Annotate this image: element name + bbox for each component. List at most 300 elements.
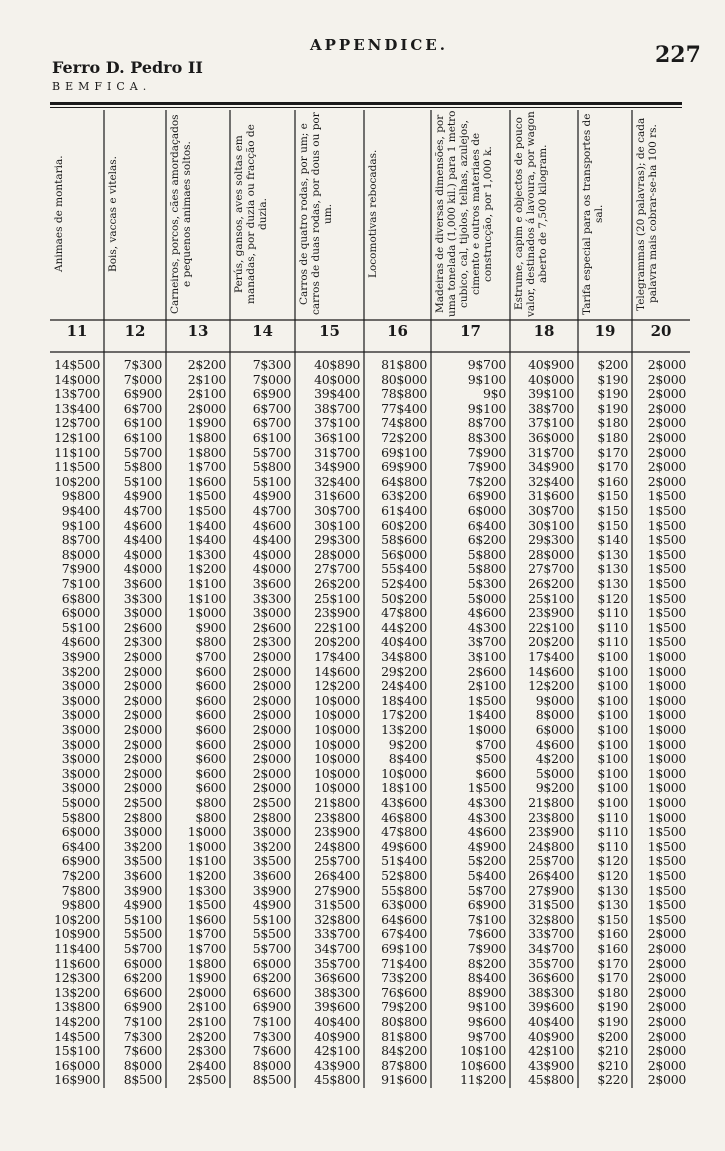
table-cell: 2$100 [187, 371, 226, 387]
table-cell: $110 [597, 809, 628, 825]
table-cell: 6$400 [467, 517, 506, 533]
table-cell: 27$900 [528, 882, 574, 898]
table-cell: 3$000 [123, 824, 162, 840]
table-cell: 1$500 [187, 503, 226, 518]
table-cell: 1$000 [467, 722, 506, 737]
table-cell: 3$900 [123, 882, 162, 898]
table-cell: 6$600 [252, 984, 291, 1000]
table-cell: 5$100 [123, 473, 162, 489]
table-cell: 37$100 [314, 415, 360, 431]
table-cell: 55$400 [381, 561, 427, 577]
table-cell: 7$300 [123, 1028, 162, 1044]
table-cell: 80$000 [381, 371, 427, 387]
table-cell: 10$200 [54, 911, 100, 927]
table-cell: 2$300 [252, 634, 291, 650]
column-heading: Locomotivas rebocadas. [367, 149, 379, 279]
table-cell: 2$000 [123, 678, 162, 694]
table-cell: 1$500 [647, 517, 686, 533]
table-cell: 14$200 [54, 1014, 100, 1029]
table-cell: 29$200 [381, 663, 427, 679]
column-number: 11 [66, 322, 88, 340]
table-cell: 2$000 [187, 984, 226, 1000]
table-cell: 1$500 [187, 897, 226, 913]
table-cell: 4$000 [123, 546, 162, 562]
table-cell: 5$000 [61, 795, 100, 810]
table-cell: 34$800 [381, 649, 427, 664]
table-cell: 1$000 [647, 707, 686, 723]
table-cell: 9$100 [467, 999, 506, 1015]
table-cell: 74$800 [381, 415, 427, 431]
table-cell: 3$600 [252, 868, 291, 883]
table-cell: $210 [597, 1043, 628, 1059]
table-cell: 7$900 [61, 561, 100, 577]
table-cell: 7$300 [252, 357, 291, 372]
table-cell: 12$200 [528, 678, 574, 694]
table-cell: 6$600 [123, 984, 162, 1000]
table-cell: 1$500 [647, 882, 686, 898]
table-cell: 14$600 [528, 663, 574, 679]
table-cell: 30$700 [528, 503, 574, 518]
table-cell: 2$000 [647, 984, 686, 1000]
table-cell: 40$400 [528, 1014, 574, 1029]
table-cell: 76$600 [381, 984, 427, 1000]
table-cell: 2$000 [123, 692, 162, 708]
table-cell: 3$500 [252, 853, 291, 869]
table-cell: 1$500 [647, 634, 686, 650]
table-cell: 9$100 [467, 400, 506, 416]
table-cell: 6$900 [61, 853, 100, 869]
table-cell: 23$800 [314, 809, 360, 825]
table-cell: 8$700 [61, 532, 100, 548]
table-cell: $130 [597, 561, 628, 577]
table-cell: 4$600 [535, 736, 574, 752]
table-cell: 5$700 [123, 444, 162, 460]
column-number: 18 [533, 322, 555, 340]
table-cell: 4$200 [535, 751, 574, 767]
table-cell: 81$800 [381, 1028, 427, 1044]
table-cell: 34$700 [314, 941, 360, 956]
table-cell: 8$500 [123, 1072, 162, 1088]
table-cell: 2$000 [647, 970, 686, 986]
table-cell: $110 [597, 605, 628, 621]
table-cell: 6$000 [467, 503, 506, 518]
table-cell: 15$100 [54, 1043, 100, 1059]
table-cell: 7$900 [467, 444, 506, 460]
table-cell: 2$000 [647, 400, 686, 416]
table-cell: $600 [195, 780, 226, 796]
table-cell: 40$900 [314, 1028, 360, 1044]
table-cell: 2$000 [252, 780, 291, 796]
table-cell: 8$900 [467, 984, 506, 1000]
table-cell: 77$400 [381, 400, 427, 416]
table-cell: $160 [597, 926, 628, 942]
table-cell: 34$900 [528, 459, 574, 475]
table-cell: 1$500 [647, 532, 686, 548]
table-cell: 3$900 [252, 882, 291, 898]
table-cell: 4$900 [467, 838, 506, 854]
table-cell: $100 [597, 692, 628, 708]
table-cell: 3$500 [123, 853, 162, 869]
table-cell: 11$200 [460, 1072, 506, 1088]
table-cell: 7$900 [467, 459, 506, 475]
table-cell: $220 [597, 1072, 628, 1088]
table-cell: 2$000 [647, 459, 686, 475]
table-cell: 27$700 [314, 561, 360, 577]
table-cell: 51$400 [381, 853, 427, 869]
table-cell: 21$800 [314, 795, 360, 810]
table-cell: 7$100 [123, 1014, 162, 1029]
table-cell: 1$000 [647, 795, 686, 810]
table-cell: 2$000 [647, 415, 686, 431]
table-cell: 26$200 [314, 576, 360, 591]
table-cell: 1$000 [187, 838, 226, 854]
table-cell: 73$200 [381, 970, 427, 986]
table-cell: 2$000 [647, 941, 686, 956]
table-cell: 22$100 [528, 619, 574, 635]
table-cell: 1$700 [187, 459, 226, 475]
table-cell: 4$700 [123, 503, 162, 518]
table-cell: 1$500 [647, 576, 686, 591]
table-cell: 32$400 [528, 473, 574, 489]
table-cell: 1$400 [187, 517, 226, 533]
table-cell: 2$000 [252, 751, 291, 767]
table-cell: 7$100 [61, 576, 100, 591]
column-heading: Tarifa especial para os transportes de sal. [581, 113, 605, 315]
table-cell: 64$600 [381, 911, 427, 927]
table-cell: $170 [597, 459, 628, 475]
table-cell: 4$900 [252, 488, 291, 504]
table-cell: $100 [597, 780, 628, 796]
table-cell: 3$000 [61, 692, 100, 708]
table-cell: 7$300 [123, 357, 162, 372]
table-cell: $800 [195, 809, 226, 825]
table-cell: 28$000 [528, 546, 574, 562]
table-cell: $100 [597, 707, 628, 723]
table-cell: 31$700 [314, 444, 360, 460]
table-cell: 29$300 [314, 532, 360, 548]
table-cell: 4$600 [252, 517, 291, 533]
table-cell: 1$600 [187, 473, 226, 489]
table-cell: $150 [597, 517, 628, 533]
table-cell: 1$100 [187, 853, 226, 869]
table-cell: 1$500 [647, 619, 686, 635]
table-cell: 44$200 [381, 619, 427, 635]
table-cell: 23$900 [528, 824, 574, 840]
table-cell: 31$700 [528, 444, 574, 460]
table-cell: 3$300 [123, 590, 162, 606]
table-cell: $800 [195, 795, 226, 810]
column-heading: Animaes de montaria. [53, 155, 65, 273]
table-cell: 2$000 [123, 649, 162, 664]
table-cell: 2$000 [123, 663, 162, 679]
table-cell: 1$000 [187, 824, 226, 840]
table-cell: 1$500 [647, 561, 686, 577]
table-cell: 9$200 [388, 736, 427, 752]
table-cell: 6$200 [467, 532, 506, 548]
table-cell: 10$000 [314, 736, 360, 752]
table-cell: 21$800 [528, 795, 574, 810]
table-cell: 72$200 [381, 430, 427, 445]
table-cell: 2$000 [123, 780, 162, 796]
column-heading: Madeiras de diversas dimensões, por uma tonelada (1,000 kil.) para 1 metro cubico, cal, tijolos, telhas, azulejos, cimento e outros materiaes de construcção, por 1,000 k. [434, 110, 494, 318]
table-cell: 9$600 [467, 1014, 506, 1029]
table-cell: $180 [597, 430, 628, 445]
table-cell: 38$300 [314, 984, 360, 1000]
table-cell: $150 [597, 488, 628, 504]
table-cell: 1$500 [647, 868, 686, 883]
table-cell: 52$400 [381, 576, 427, 591]
table-cell: 47$800 [381, 605, 427, 621]
table-cell: 6$700 [252, 415, 291, 431]
table-cell: $160 [597, 473, 628, 489]
table-cell: 32$800 [528, 911, 574, 927]
table-cell: 2$000 [647, 357, 686, 372]
table-cell: 3$600 [252, 576, 291, 591]
table-cell: 2$000 [252, 707, 291, 723]
table-cell: 37$100 [528, 415, 574, 431]
table-cell: 23$900 [314, 605, 360, 621]
table-cell: 1$500 [647, 853, 686, 869]
table-cell: 10$000 [314, 751, 360, 767]
table-cell: 4$300 [467, 619, 506, 635]
table-cell: 36$600 [528, 970, 574, 986]
table-cell: 12$200 [314, 678, 360, 694]
table-cell: 6$900 [467, 897, 506, 913]
table-cell: 17$200 [381, 707, 427, 723]
table-cell: 2$000 [647, 1057, 686, 1073]
table-cell: 8$500 [252, 1072, 291, 1088]
table-cell: 30$100 [314, 517, 360, 533]
table-cell: $200 [597, 357, 628, 372]
table-cell: 4$600 [467, 605, 506, 621]
table-cell: 6$800 [61, 590, 100, 606]
column-heading: Estrume, capim e objectos de pouco valor, destinados á lavoura, por wagon aberto de 7,500 kilogram. [513, 111, 549, 317]
table-cell: 81$800 [381, 357, 427, 372]
table-cell: 2$000 [252, 678, 291, 694]
table-cell: 5$500 [123, 926, 162, 942]
table-cell: 2$000 [252, 722, 291, 737]
table-cell: 26$400 [528, 868, 574, 883]
table-cell: 46$800 [381, 809, 427, 825]
table-cell: 3$000 [61, 751, 100, 767]
table-cell: 2$100 [187, 999, 226, 1015]
table-cell: 8$300 [467, 430, 506, 445]
table-cell: 13$800 [54, 999, 100, 1015]
table-cell: 2$200 [187, 1028, 226, 1044]
table-cell: 60$200 [381, 517, 427, 533]
page-title: APPENDICE. [310, 36, 448, 54]
table-cell: 7$100 [252, 1014, 291, 1029]
table-cell: 4$600 [467, 824, 506, 840]
table-cell: $800 [195, 634, 226, 650]
table-cell: 6$100 [123, 430, 162, 445]
table-cell: 31$500 [528, 897, 574, 913]
column-heading: Carneiros, porcos, cães amordaçados e pequenos animaes soltos. [169, 114, 193, 314]
table-cell: 7$800 [61, 882, 100, 898]
table-cell: 40$400 [381, 634, 427, 650]
table-cell: 1$000 [647, 736, 686, 752]
table-cell: 10$000 [314, 692, 360, 708]
table-cell: 4$400 [123, 532, 162, 548]
table-cell: $600 [195, 707, 226, 723]
table-cell: 4$700 [252, 503, 291, 518]
table-cell: 1$700 [187, 926, 226, 942]
table-cell: 1$100 [187, 576, 226, 591]
table-cell: 4$900 [123, 488, 162, 504]
table-cell: 1$000 [647, 649, 686, 664]
table-cell: 6$700 [123, 400, 162, 416]
table-cell: 1$500 [187, 488, 226, 504]
table-cell: 8$400 [388, 751, 427, 767]
table-cell: 9$700 [467, 357, 506, 372]
table-cell: 4$600 [123, 517, 162, 533]
table-cell: 2$200 [187, 357, 226, 372]
table-cell: 1$500 [467, 780, 506, 796]
table-cell: 2$000 [123, 707, 162, 723]
table-cell: $130 [597, 897, 628, 913]
table-cell: 12$300 [54, 970, 100, 986]
table-cell: $120 [597, 590, 628, 606]
table-cell: 6$900 [252, 386, 291, 402]
table-cell: 12$700 [54, 415, 100, 431]
table-cell: 5$700 [467, 882, 506, 898]
table-cell: 1$700 [187, 941, 226, 956]
table-cell: 14$000 [54, 371, 100, 387]
table-cell: 1$500 [647, 897, 686, 913]
table-cell: 24$400 [381, 678, 427, 694]
table-cell: 23$800 [528, 809, 574, 825]
table-cell: 1$600 [187, 911, 226, 927]
table-cell: 2$000 [252, 649, 291, 664]
table-cell: 52$800 [381, 868, 427, 883]
table-cell: $190 [597, 400, 628, 416]
table-cell: 2$000 [647, 1014, 686, 1029]
table-cell: 2$500 [123, 795, 162, 810]
table-cell: 2$000 [647, 999, 686, 1015]
table-cell: 17$400 [314, 649, 360, 664]
table-cell: 25$700 [528, 853, 574, 869]
table-cell: 3$000 [61, 678, 100, 694]
table-cell: 2$400 [187, 1057, 226, 1073]
table-cell: 5$700 [252, 444, 291, 460]
table-cell: 6$000 [535, 722, 574, 737]
table-cell: 2$000 [252, 663, 291, 679]
table-cell: 69$900 [381, 459, 427, 475]
table-cell: 9$000 [535, 692, 574, 708]
table-cell: 39$400 [314, 386, 360, 402]
table-cell: 1$500 [647, 503, 686, 518]
table-cell: $700 [195, 649, 226, 664]
railway-line-name: Ferro D. Pedro II [52, 58, 203, 77]
table-cell: 6$700 [252, 400, 291, 416]
table-cell: 91$600 [381, 1072, 427, 1088]
table-cell: 49$600 [381, 838, 427, 854]
table-cell: 2$500 [187, 1072, 226, 1088]
table-cell: $170 [597, 444, 628, 460]
table-cell: 1$200 [187, 868, 226, 883]
table-cell: 45$800 [528, 1072, 574, 1088]
table-cell: $600 [195, 663, 226, 679]
table-cell: 14$500 [54, 1028, 100, 1044]
table-cell: $600 [475, 765, 506, 781]
table-cell: 40$900 [528, 1028, 574, 1044]
table-cell: 4$900 [123, 897, 162, 913]
table-cell: 2$000 [123, 736, 162, 752]
column-heading: Perús, gansos, aves soltas em manadas, por duzia ou fracção de duzia. [233, 124, 269, 304]
table-cell: 3$600 [123, 868, 162, 883]
table-cell: 5$800 [467, 546, 506, 562]
table-cell: 9$0 [483, 386, 506, 402]
table-cell: 22$100 [314, 619, 360, 635]
table-cell: 1$800 [187, 955, 226, 971]
table-cell: $150 [597, 911, 628, 927]
table-cell: 27$700 [528, 561, 574, 577]
table-cell: 36$000 [528, 430, 574, 445]
table-cell: $600 [195, 736, 226, 752]
table-cell: $500 [475, 751, 506, 767]
table-cell: 7$200 [61, 868, 100, 883]
table-cell: $600 [195, 678, 226, 694]
table-cell: 38$300 [528, 984, 574, 1000]
table-cell: 43$600 [381, 795, 427, 810]
table-cell: 9$700 [467, 1028, 506, 1044]
table-cell: 1$000 [647, 751, 686, 767]
table-cell: 35$700 [314, 955, 360, 971]
table-cell: 9$100 [61, 517, 100, 533]
table-cell: 1$500 [647, 605, 686, 621]
table-cell: 6$200 [123, 970, 162, 986]
table-cell: 2$000 [252, 692, 291, 708]
table-cell: 40$000 [528, 371, 574, 387]
table-cell: 1$800 [187, 444, 226, 460]
table-cell: 80$800 [381, 1014, 427, 1029]
table-cell: 1$000 [647, 765, 686, 781]
table-cell: 1$400 [187, 532, 226, 548]
column-number: 13 [187, 322, 209, 340]
table-cell: $100 [597, 722, 628, 737]
table-cell: 6$900 [123, 386, 162, 402]
table-cell: 2$000 [647, 926, 686, 942]
table-cell: 3$000 [61, 722, 100, 737]
table-cell: 2$600 [467, 663, 506, 679]
table-cell: 3$000 [61, 780, 100, 796]
table-cell: 63$000 [381, 897, 427, 913]
table-cell: 26$200 [528, 576, 574, 591]
table-cell: 56$000 [381, 546, 427, 562]
table-cell: 8$000 [123, 1057, 162, 1073]
table-cell: 34$900 [314, 459, 360, 475]
table-cell: 43$900 [314, 1057, 360, 1073]
table-cell: 33$700 [528, 926, 574, 942]
table-cell: 5$400 [467, 868, 506, 883]
table-cell: $600 [195, 692, 226, 708]
table-cell: $110 [597, 619, 628, 635]
table-cell: 8$000 [252, 1057, 291, 1073]
table-cell: 30$700 [314, 503, 360, 518]
table-cell: $100 [597, 736, 628, 752]
table-cell: 11$600 [54, 955, 100, 971]
table-cell: 13$200 [381, 722, 427, 737]
table-cell: 1$500 [647, 488, 686, 504]
column-heading: Carros de quatro rodas, por um; e carros de duas rodas, por dous ou por um. [298, 112, 334, 316]
station-name: BEMFICA. [52, 80, 152, 93]
table-cell: 2$800 [252, 809, 291, 825]
table-cell: 1$100 [187, 590, 226, 606]
table-cell: 18$100 [381, 780, 427, 796]
table-cell: 10$900 [54, 926, 100, 942]
table-cell: $210 [597, 1057, 628, 1073]
table-cell: 7$900 [467, 941, 506, 956]
